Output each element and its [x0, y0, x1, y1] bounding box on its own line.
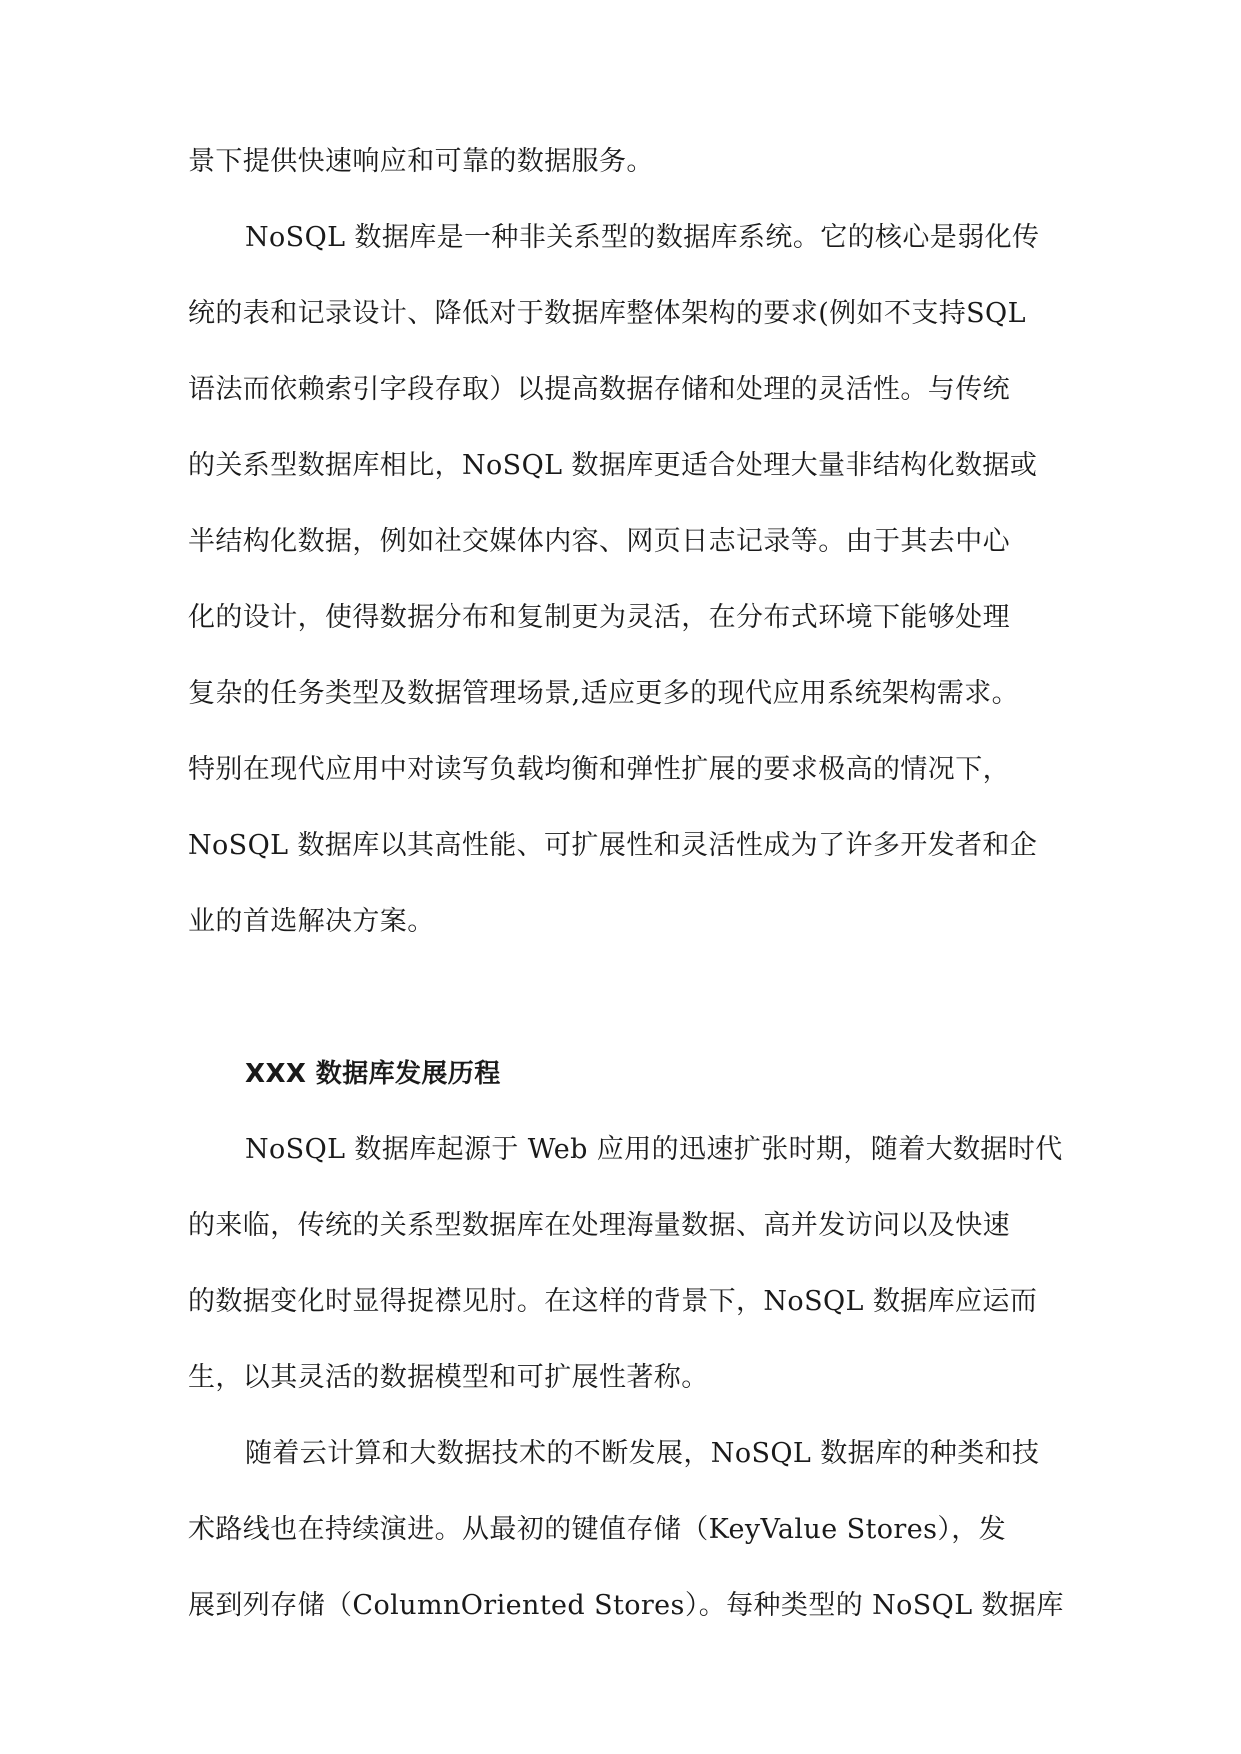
section-heading-text: XXX 数据库发展历程	[245, 1059, 501, 1089]
paragraph-1	[188, 142, 1054, 218]
paragraph-line: 的数据变化时显得捉襟见肘。在这样的背景下，NoSQL 数据库应运而	[188, 1286, 1038, 1317]
paragraph-line: 的关系型数据库相比，NoSQL 数据库更适合处理大量非结构化数据或	[188, 450, 1038, 481]
paragraph-line: 化的设计，使得数据分布和复制更为灵活，在分布式环境下能够处理	[188, 602, 1010, 633]
paragraph-line: 语法而依赖索引字段存取）以提高数据存储和处理的灵活性。与传统	[188, 374, 1010, 405]
paragraph-line: 景下提供快速响应和可靠的数据服务。	[188, 146, 654, 177]
paragraph-line: NoSQL 数据库起源于 Web 应用的迅速扩张时期，随着大数据时代	[245, 1134, 1063, 1165]
paragraph-line: 业的首选解决方案。	[188, 906, 435, 937]
paragraph-line: 统的表和记录设计、降低对于数据库整体架构的要求(例如不支持SQL	[188, 298, 1026, 329]
paragraph-line: 随着云计算和大数据技术的不断发展，NoSQL 数据库的种类和技	[245, 1438, 1040, 1469]
paragraph-line: 生，以其灵活的数据模型和可扩展性著称。	[188, 1362, 709, 1393]
paragraph-line: 半结构化数据，例如社交媒体内容、网页日志记录等。由于其去中心	[188, 526, 1010, 557]
paragraph-line: 展到列存储（ColumnOriented Stores）。每种类型的 NoSQL 数据库	[188, 1590, 1064, 1621]
paragraph-2	[188, 218, 1054, 978]
section-spacer	[188, 978, 1054, 1054]
paragraph-3	[188, 1130, 1063, 1434]
paragraph-line: 复杂的任务类型及数据管理场景,适应更多的现代应用系统架构需求。	[188, 678, 1019, 709]
paragraph-line: NoSQL 数据库以其高性能、可扩展性和灵活性成为了许多开发者和企	[188, 830, 1038, 861]
paragraph-4	[188, 1434, 1064, 1662]
document-page	[188, 142, 1064, 1662]
section-heading	[188, 1054, 1054, 1130]
paragraph-line: 特别在现代应用中对读写负载均衡和弹性扩展的要求极高的情况下，	[188, 754, 1010, 785]
paragraph-line: 的来临，传统的关系型数据库在处理海量数据、高并发访问以及快速	[188, 1210, 1010, 1241]
paragraph-line: NoSQL 数据库是一种非关系型的数据库系统。它的核心是弱化传	[245, 222, 1040, 253]
paragraph-line: 术路线也在持续演进。从最初的键值存储（KeyValue Stores），发	[188, 1514, 1007, 1545]
